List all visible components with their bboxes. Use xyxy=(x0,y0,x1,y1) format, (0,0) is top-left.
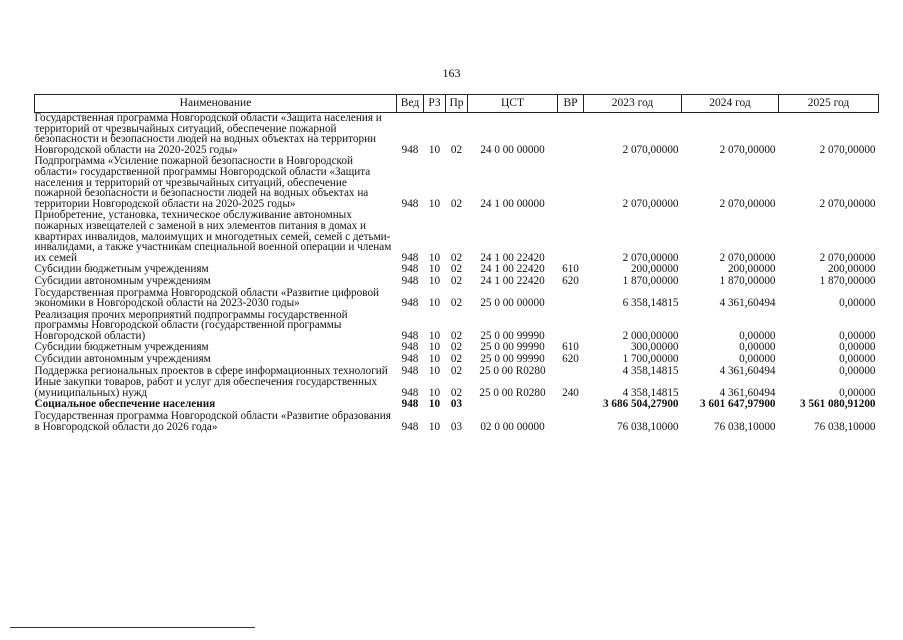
row-value-2023: 2 070,00000 xyxy=(622,251,679,264)
row-rz: 10 xyxy=(428,143,441,156)
row-name: Реализация прочих мероприятий подпрограммы государственной программы Новгородской области (государственной программы Новгородской области) xyxy=(34,308,348,342)
row-name: Государственная программа Новгородской области «Развитие образования в Новгородской области до 2026 года» xyxy=(34,410,391,433)
row-rz: 10 xyxy=(428,386,441,399)
row-vr: 620 xyxy=(562,274,579,287)
row-name: Иные закупки товаров, работ и услуг для обеспечения государственных (муниципальных) нужд xyxy=(34,376,378,399)
table-row xyxy=(35,156,879,210)
row-ved: 948 xyxy=(401,341,419,354)
row-value-2024: 4 361,60494 xyxy=(719,297,776,310)
row-ved: 948 xyxy=(401,398,419,411)
header-vr: ВР xyxy=(558,95,584,113)
row-value-2025: 3 561 080,91200 xyxy=(799,398,876,411)
row-cst: 25 0 00 00000 xyxy=(480,297,545,310)
table-row xyxy=(35,411,879,433)
row-ved: 948 xyxy=(401,143,419,156)
header-ved: Вед xyxy=(397,95,424,113)
row-ved: 948 xyxy=(401,274,419,287)
row-ved: 948 xyxy=(401,263,419,276)
row-ved: 948 xyxy=(401,364,419,377)
row-ved: 948 xyxy=(401,197,419,210)
page-number: 163 xyxy=(442,66,461,80)
row-value-2023: 1 870,00000 xyxy=(622,274,679,287)
row-pr: 03 xyxy=(450,398,463,411)
row-pr: 02 xyxy=(450,197,463,210)
row-value-2024: 200,00000 xyxy=(727,263,776,276)
row-value-2025: 1 870,00000 xyxy=(819,274,876,287)
row-ved: 948 xyxy=(401,353,419,366)
row-vr: 610 xyxy=(562,341,579,354)
table-row xyxy=(35,276,879,288)
row-vr xyxy=(558,288,584,310)
row-pr: 02 xyxy=(450,364,463,377)
row-pr: 03 xyxy=(450,420,463,433)
row-vr xyxy=(558,113,584,157)
row-pr: 02 xyxy=(450,251,463,264)
header-2025: 2025 год xyxy=(779,95,879,113)
row-value-2024: 76 038,10000 xyxy=(713,420,776,433)
row-rz: 10 xyxy=(428,274,441,287)
row-vr xyxy=(558,310,584,343)
row-pr: 02 xyxy=(450,353,463,366)
row-value-2023: 3 686 504,27900 xyxy=(602,398,679,411)
row-pr: 02 xyxy=(450,143,463,156)
table-header-row xyxy=(35,95,879,113)
row-value-2023: 1 700,00000 xyxy=(622,353,679,366)
row-vr xyxy=(558,411,584,433)
row-value-2023: 4 358,14815 xyxy=(622,364,679,377)
row-rz: 10 xyxy=(428,341,441,354)
header-name: Наименование xyxy=(35,95,397,113)
table-row xyxy=(35,354,879,366)
row-cst: 25 0 00 99990 xyxy=(480,329,545,342)
row-vr: 240 xyxy=(562,386,579,399)
row-name: Субсидии автономным учреждениям xyxy=(34,353,211,366)
row-ved: 948 xyxy=(401,251,419,264)
row-value-2024: 2 070,00000 xyxy=(719,143,776,156)
table-row xyxy=(35,210,879,264)
row-vr xyxy=(558,366,584,378)
row-value-2025: 0,00000 xyxy=(839,341,876,354)
table-row xyxy=(35,377,879,399)
row-rz: 10 xyxy=(428,353,441,366)
row-ved: 948 xyxy=(401,386,419,399)
row-value-2025: 200,00000 xyxy=(827,263,876,276)
row-cst: 24 1 00 22420 xyxy=(480,251,545,264)
row-pr: 02 xyxy=(450,329,463,342)
header-cst: ЦСТ xyxy=(468,95,558,113)
row-pr: 02 xyxy=(450,263,463,276)
row-vr xyxy=(558,399,584,411)
row-vr xyxy=(558,210,584,264)
row-vr xyxy=(558,156,584,210)
row-name: Государственная программа Новгородской области «Развитие цифровой экономики в Новгородской области на 2023-2030 годы» xyxy=(34,286,380,310)
row-ved: 948 xyxy=(401,297,419,310)
row-value-2024: 4 361,60494 xyxy=(719,364,776,377)
row-rz: 10 xyxy=(428,398,441,411)
row-vr: 610 xyxy=(562,263,579,276)
row-pr: 02 xyxy=(450,274,463,287)
row-cst xyxy=(468,399,558,411)
row-ved: 948 xyxy=(401,420,419,433)
table-row xyxy=(35,310,879,343)
row-name: Подпрограмма «Усиление пожарной безопасности в Новгородской области» государственной программы Новгородской области «Защита населения и территорий от чрезвычайных ситуаций, обеспечение пожарной безопасности и безопасности людей на водных объектах на территории Новгородской области на 2020-2025 годы» xyxy=(34,155,371,210)
row-ved: 948 xyxy=(401,329,419,342)
row-rz: 10 xyxy=(428,329,441,342)
row-rz: 10 xyxy=(428,420,441,433)
row-value-2023: 76 038,10000 xyxy=(616,420,679,433)
row-value-2023: 6 358,14815 xyxy=(622,297,679,310)
header-2023: 2023 год xyxy=(584,95,682,113)
row-rz: 10 xyxy=(428,251,441,264)
row-value-2025: 76 038,10000 xyxy=(813,420,876,433)
row-value-2025: 0,00000 xyxy=(839,364,876,377)
row-value-2023: 2 000,00000 xyxy=(622,329,679,342)
row-cst: 25 0 00 R0280 xyxy=(479,364,546,377)
row-vr: 620 xyxy=(562,353,579,366)
row-pr: 02 xyxy=(450,341,463,354)
row-value-2025: 0,00000 xyxy=(839,386,876,399)
header-pr: Пр xyxy=(446,95,468,113)
row-value-2024: 1 870,00000 xyxy=(719,274,776,287)
row-name: Субсидии бюджетным учреждениям xyxy=(34,263,209,276)
row-cst: 24 1 00 22420 xyxy=(480,263,545,276)
row-value-2025: 2 070,00000 xyxy=(819,143,876,156)
row-value-2025: 2 070,00000 xyxy=(819,197,876,210)
row-name: Социальное обеспечение населения xyxy=(34,398,216,411)
row-value-2024: 0,00000 xyxy=(739,353,776,366)
row-name: Субсидии автономным учреждениям xyxy=(34,274,211,287)
row-value-2023: 300,00000 xyxy=(630,341,679,354)
row-name: Поддержка региональных проектов в сфере информационных технологий xyxy=(34,364,388,377)
row-rz: 10 xyxy=(428,263,441,276)
table-row xyxy=(35,288,879,310)
row-value-2023: 200,00000 xyxy=(630,263,679,276)
row-name: Государственная программа Новгородской области «Защита населения и территорий от чрезвычайных ситуаций, обеспечение пожарной безопасности и безопасности людей на водных объектах на территории Новгородской области на 2020-2025 годы» xyxy=(34,112,382,156)
row-cst: 24 1 00 00000 xyxy=(480,197,545,210)
row-rz: 10 xyxy=(428,364,441,377)
row-value-2023: 2 070,00000 xyxy=(622,143,679,156)
header-rz: РЗ xyxy=(424,95,446,113)
row-value-2025: 0,00000 xyxy=(839,329,876,342)
table-row xyxy=(35,113,879,157)
row-cst: 24 1 00 22420 xyxy=(480,274,545,287)
footnote-rule xyxy=(10,627,255,628)
row-cst: 24 0 00 00000 xyxy=(480,143,545,156)
row-value-2024: 3 601 647,97900 xyxy=(699,398,776,411)
row-value-2024: 0,00000 xyxy=(739,329,776,342)
row-value-2024: 2 070,00000 xyxy=(719,251,776,264)
row-value-2023: 4 358,14815 xyxy=(622,386,679,399)
row-cst: 25 0 00 R0280 xyxy=(479,386,546,399)
row-value-2023: 2 070,00000 xyxy=(622,197,679,210)
row-name: Субсидии бюджетным учреждениям xyxy=(34,341,209,354)
row-rz: 10 xyxy=(428,197,441,210)
row-cst: 25 0 00 99990 xyxy=(480,353,545,366)
row-pr: 02 xyxy=(450,386,463,399)
budget-table xyxy=(34,94,879,433)
row-value-2024: 4 361,60494 xyxy=(719,386,776,399)
row-value-2024: 0,00000 xyxy=(739,341,776,354)
row-value-2025: 0,00000 xyxy=(839,297,876,310)
row-value-2024: 2 070,00000 xyxy=(719,197,776,210)
row-pr: 02 xyxy=(450,297,463,310)
header-2024: 2024 год xyxy=(682,95,779,113)
row-name: Приобретение, установка, техническое обслуживание автономных пожарных извещателей с заменой в них элементов питания в домах и квартирах инвалидов, малоимущих и многодетных семей, семей с детьми-инвалидами, а также участникам специальной военной операции и членам их семей xyxy=(34,209,392,264)
row-value-2025: 0,00000 xyxy=(839,353,876,366)
row-cst: 02 0 00 00000 xyxy=(480,420,545,433)
row-value-2025: 2 070,00000 xyxy=(819,251,876,264)
row-rz: 10 xyxy=(428,297,441,310)
row-cst: 25 0 00 99990 xyxy=(480,341,545,354)
